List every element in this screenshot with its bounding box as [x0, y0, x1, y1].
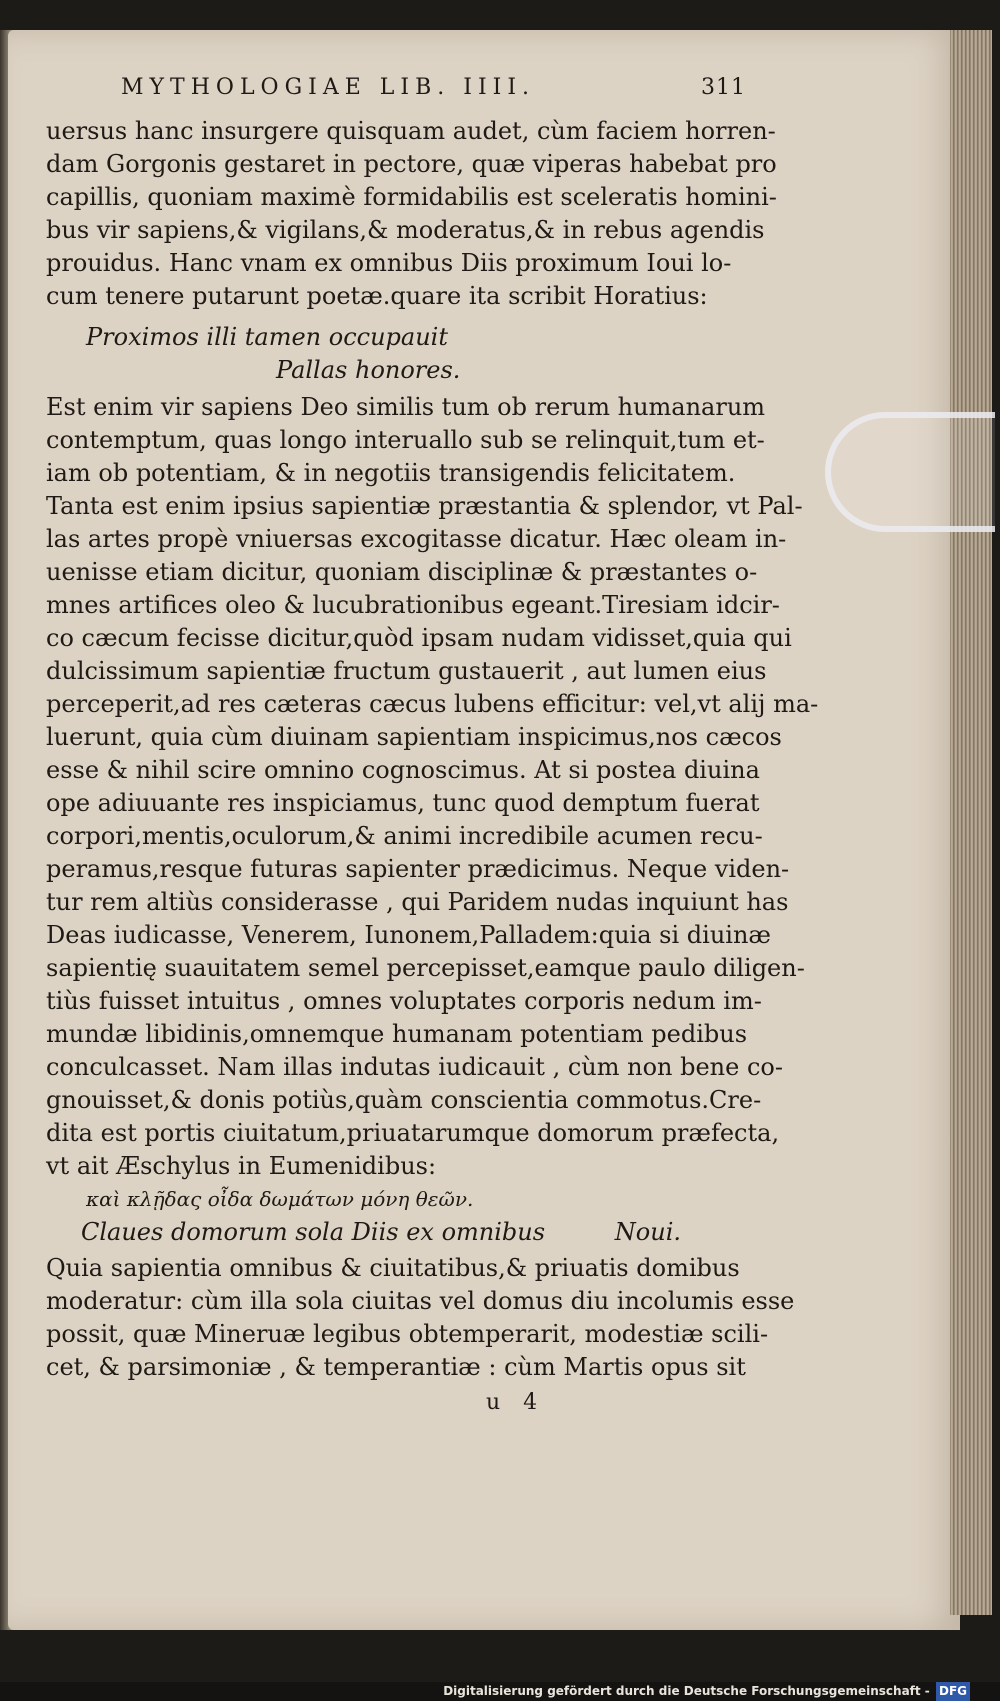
paragraph-2 [46, 391, 819, 1183]
text-line: cum tenere putarunt poetæ.quare ita scribit Horatius: [46, 282, 708, 310]
text-line: luerunt, quia cùm diuinam sapientiam inspicimus,nos cæcos [46, 723, 782, 751]
text-line: mundæ libidinis,omnemque humanam potentiam pedibus [46, 1020, 748, 1048]
text-line: mnes artifices oleo & lucubrationibus egeant.Tiresiam idcir- [46, 591, 780, 619]
translation-end: Noui. [614, 1218, 681, 1246]
latin-translation [46, 1216, 681, 1252]
text-line: uenisse etiam dicitur, quoniam disciplinæ & præstantes o- [46, 558, 758, 586]
paragraph-3 [46, 1252, 795, 1384]
text-line: las artes propè vniuersas excogitasse dicatur. Hæc oleam in- [46, 525, 787, 553]
text-line: peramus,resque futuras sapienter prædicimus. Neque viden- [46, 855, 790, 883]
text-line: moderatur: cùm illa sola ciuitas vel domus diu incolumis esse [46, 1287, 795, 1315]
page-text [46, 75, 819, 1415]
translation-text: Claues domorum sola Diis ex omnibus [81, 1218, 546, 1246]
text-line: tiùs fuisset intuitus , omnes voluptates corporis nedum im- [46, 987, 762, 1015]
page-clip [825, 412, 995, 532]
text-line: conculcasset. Nam illas indutas iudicauit , cùm non bene co- [46, 1053, 783, 1081]
text-line: cet, & parsimoniæ , & temperantiæ : cùm Martis opus sit [46, 1353, 746, 1381]
text-line: tur rem altiùs considerasse , qui Paridem nudas inquiunt has [46, 888, 789, 916]
text-line: sapientię suauitatem semel percepisset,eamque paulo diligen- [46, 954, 805, 982]
signature-mark: u 4 [486, 1390, 546, 1415]
text-line: bus vir sapiens,& vigilans,& moderatus,& in rebus agendis [46, 216, 765, 244]
text-line: iam ob potentiam, & in negotiis transigendis felicitatem. [46, 459, 736, 487]
text-line: dita est portis ciuitatum,priuatarumque domorum præfecta, [46, 1119, 780, 1147]
page-edges [950, 30, 992, 1615]
text-line: dam Gorgonis gestaret in pectore, quæ viperas habebat pro [46, 150, 777, 178]
paragraph-1 [46, 115, 777, 313]
text-line: ope adiuuante res inspiciamus, tunc quod demptum fuerat [46, 789, 760, 817]
greek-quotation: καὶ κλῇδας οἶδα δωμάτων μόνη θεῶν. [86, 1187, 474, 1211]
text-line: co cæcum fecisse dicitur,quòd ipsam nudam vidisset,quia qui [46, 624, 792, 652]
dfg-logo: DFG [936, 1682, 970, 1701]
verse-line-1: Proximos illi tamen occupauit [86, 323, 449, 351]
page-header [46, 75, 746, 115]
text-line: gnouisset,& donis potiùs,quàm conscientia commotus.Cre- [46, 1086, 762, 1114]
text-line: uersus hanc insurgere quisquam audet, cùm faciem horren- [46, 117, 776, 145]
text-line: Quia sapientia omnibus & ciuitatibus,& priuatis domibus [46, 1254, 740, 1282]
verse-line-2: Pallas honores. [276, 356, 461, 384]
text-line: Tanta est enim ipsius sapientiæ præstantia & splendor, vt Pal- [46, 492, 803, 520]
text-line: esse & nihil scire omnino cognoscimus. At si postea diuina [46, 756, 760, 784]
running-head: MYTHOLOGIAE LIB. IIII. [121, 75, 536, 100]
text-line: dulcissimum sapientiæ fructum gustauerit , aut lumen eius [46, 657, 767, 685]
footer-text: Digitalisierung gefördert durch die Deutsche Forschungsgemeinschaft - [443, 1684, 930, 1698]
text-line: capillis, quoniam maximè formidabilis est sceleratis homini- [46, 183, 777, 211]
text-line: contemptum, quas longo interuallo sub se relinquit,tum et- [46, 426, 765, 454]
text-line: prouidus. Hanc vnam ex omnibus Diis proximum Ioui lo- [46, 249, 732, 277]
text-line: perceperit,ad res cæteras cæcus lubens efficitur: vel,vt alij ma- [46, 690, 819, 718]
text-line: corpori,mentis,oculorum,& animi incredibile acumen recu- [46, 822, 763, 850]
text-line: Est enim vir sapiens Deo similis tum ob rerum humanarum [46, 393, 766, 421]
folio-number: 311 [701, 75, 746, 100]
text-line: vt ait Æschylus in Eumenidibus: [46, 1152, 437, 1180]
digitization-footer [0, 1682, 1000, 1701]
text-line: Deas iudicasse, Venerem, Iunonem,Palladem:quia si diuinæ [46, 921, 771, 949]
text-line: possit, quæ Mineruæ legibus obtemperarit, modestiæ scili- [46, 1320, 769, 1348]
